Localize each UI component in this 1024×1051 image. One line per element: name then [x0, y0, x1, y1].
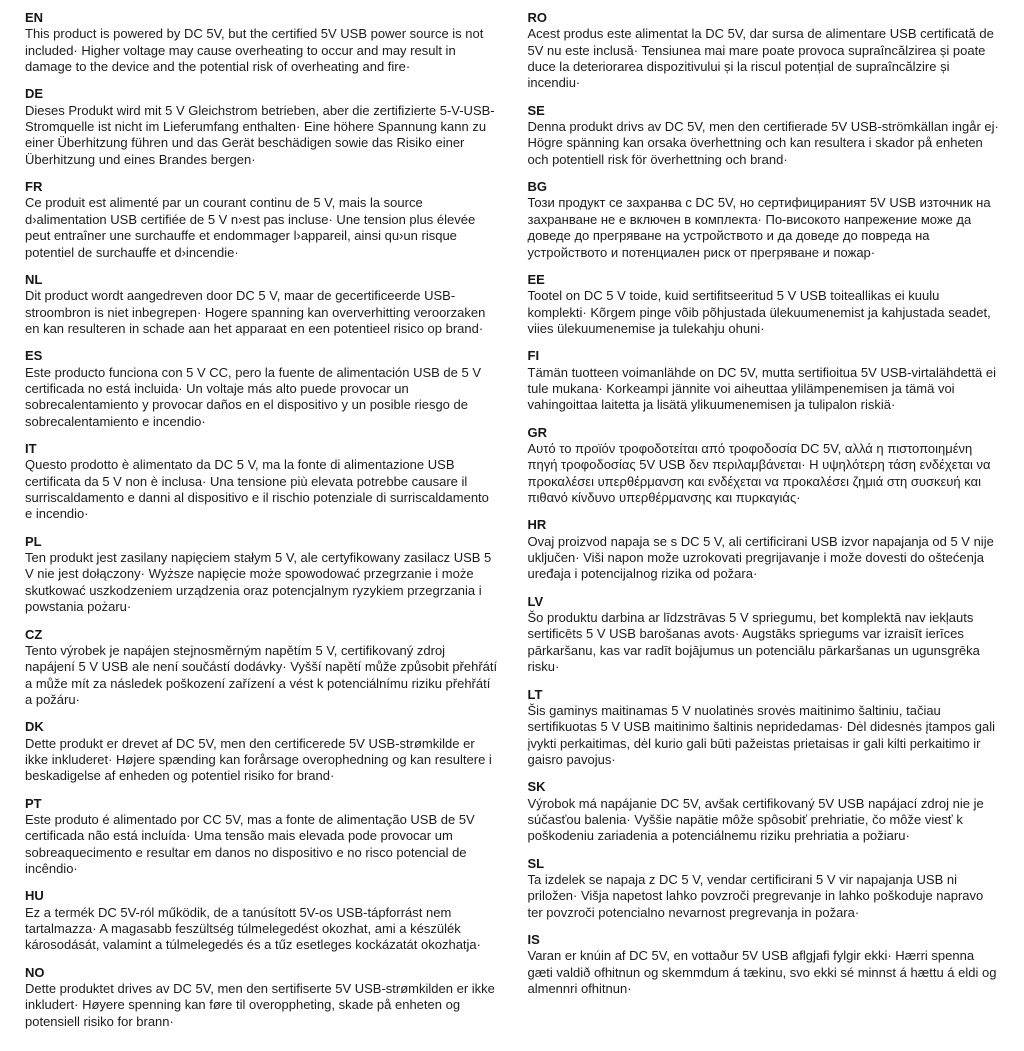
warning-text: Šo produktu darbina ar līdzstrāvas 5 V spriegumu, bet komplektā nav iekļauts sertificēts 5 V USB barošanas avots· Augstāks spriegums var izraisīt ierīces pārkaršanu, kas var radīt bojājumus un potenciālu pārkaršanas un ugunsgrēka risku· — [527, 610, 980, 675]
language-code: IS — [527, 932, 540, 947]
language-code: GR — [527, 424, 547, 440]
lang-section-it — [25, 441, 498, 523]
lang-section-ro — [528, 10, 1001, 92]
lang-section-dk — [25, 719, 498, 784]
language-code: LT — [527, 686, 543, 702]
warning-text: Questo prodotto è alimentato da DC 5 V, ma la fonte di alimentazione USB certificata da 5 V non è inclusa· Una tensione più elevata potrebbe causare il surriscaldamento e danni al dispositivo e il rischio potenziale di surriscaldamento e incendio· — [25, 457, 489, 522]
lang-section-pl — [25, 534, 498, 616]
language-code: ES — [25, 348, 43, 364]
lang-section-is — [528, 932, 1001, 997]
language-code: RO — [527, 10, 547, 25]
warning-text: Tootel on DC 5 V toide, kuid sertifitseeritud 5 V USB toiteallikas ei kuulu komplekti· Kõrgem pinge võib põhjustada ülekuumenemist ja kahjustada seadet, viies ülekuumenemise ja tulekahju ohuni· — [527, 288, 991, 336]
language-code: NO — [25, 964, 45, 980]
lang-section-en — [25, 10, 498, 75]
lang-section-fr — [25, 179, 498, 261]
language-code: HU — [25, 888, 44, 904]
language-code: EN — [25, 10, 44, 25]
language-code: BG — [527, 179, 547, 195]
warning-text: Ten produkt jest zasilany napięciem stałym 5 V, ale certyfikowany zasilacz USB 5 V nie jest dołączony· Wyższe napięcie może spowodować przegrzanie i może skutkować uszkodzeniem urządzenia oraz potencjalnym ryzykiem przegrzania i powstania pożaru· — [25, 550, 492, 615]
lang-section-bg — [528, 179, 1001, 261]
lang-section-lt — [528, 687, 1001, 769]
warning-text: Ce produit est alimenté par un courant continu de 5 V, mais la source d›alimentation USB certifiée de 5 V n›est pas incluse· Une tension plus élevée peut entraîner une surchauffe et endommager l›appareil, ainsi qu›un risque potentiel de surchauffe et d›incendie· — [25, 195, 476, 260]
lang-section-no — [25, 965, 498, 1030]
warning-text: Dette produktet drives av DC 5V, men den sertifiserte 5V USB-strømkilden er ikke inkludert· Høyere spenning kan føre til overoppheting, skade på enheten og potensiell risiko for brann· — [25, 981, 495, 1029]
language-code: SE — [527, 102, 545, 118]
warning-text: Denna produkt drivs av DC 5V, men den certifierade 5V USB-strömkällan ingår ej· Högre spänning kan orsaka överhettning och kan resultera i skador på enheten och potentiell risk för överhettning och brand· — [527, 119, 999, 167]
warning-text: Този продукт се захранва с DC 5V, но сертифицираният 5V USB източник на захранване не е включен в комплекта· По-високото напрежение може да доведе до прегряване на устройството и да доведе до повреда на устройството и потенциален риск от прегряване и пожар· — [527, 195, 991, 260]
warning-text: Ovaj proizvod napaja se s DC 5 V, ali certificirani USB izvor napajanja od 5 V nije uključen· Viši napon može uzrokovati pregrijavanje i može dovesti do oštećenja uređaja i potencijalnog rizika od požara· — [527, 533, 994, 582]
language-code: SL — [527, 855, 545, 871]
language-code: FI — [527, 348, 540, 364]
column-right — [528, 10, 1001, 1041]
language-code: PT — [25, 795, 42, 811]
warning-text: Acest produs este alimentat la DC 5V, dar sursa de alimentare USB certificată de 5V nu este inclusă· Tensiunea mai mare poate provoca supraîncălzirea și poate duce la deteriorarea dispozitivului și la riscul potențial de supraîncălzire și incendiu· — [527, 26, 994, 91]
warning-text: Ta izdelek se napaja z DC 5 V, vendar certificirani 5 V vir napajanja USB ni priložen· Višja napetost lahko povzroči pregrevanje in lahko poškoduje napravo ter povzroči potencialno nevarnost pregrevanja in požara· — [527, 871, 984, 920]
language-code: DE — [25, 86, 44, 102]
language-code: IT — [25, 441, 37, 456]
warning-text: Tento výrobek je napájen stejnosměrným napětím 5 V, certifikovaný zdroj napájení 5 V USB ale není součástí dodávky· Vyšší napětí může způsobit přehřátí a může mít za následek poškození zařízení a vést k potenciálnímu riziku přehřátí a požáru· — [25, 642, 498, 707]
warning-text: Šis gaminys maitinamas 5 V nuolatinės srovės maitinimo šaltiniu, tačiau sertifikuotas 5 V USB maitinimo šaltinis nepridedamas· Dėl didesnės įtampos gali įvykti perkaitimas, dėl kurio gali būti pažeistas prietaisas ir gali kilti perkaitimo ir gaisro pavojus· — [527, 702, 995, 767]
warning-text: This product is powered by DC 5V, but the certified 5V USB power source is not included· Higher voltage may cause overheating to occur and may result in damage to the device and the potential risk of overheating and fire· — [25, 26, 484, 74]
warning-text: Ez a termék DC 5V-ról működik, de a tanúsított 5V-os USB-tápforrást nem tartalmazza· A magasabb feszültség túlmelegedést okozhat, ami a készülék károsodását, valamint a túlmelegedés és a tűz esetleges kockázatát okozhatja· — [25, 904, 481, 953]
lang-section-es — [25, 348, 498, 430]
warning-text: Αυτό το προϊόν τροφοδοτείται από τροφοδοσία DC 5V, αλλά η πιστοποιημένη πηγή τροφοδοσίας 5V USB δεν περιλαμβάνεται· Η υψηλότερη τάση ενδέχεται να προκαλέσει υπερθέρμανση και ενδέχεται να προκαλέσει ζημιά στη συσκευή και πιθανό κίνδυνο υπερθέρμανσης και πυρκαγιάς· — [527, 440, 991, 505]
language-code: LV — [527, 593, 544, 609]
column-left — [25, 10, 498, 1041]
warning-text: Tämän tuotteen voimanlähde on DC 5V, mutta sertifioitua 5V USB-virtalähdettä ei tule mukana· Korkeampi jännite voi aiheuttaa ylilämpenemisen ja tämä voi vahingoittaa laitetta ja lisätä ylikuumenemisen ja tulipalon riskiä· — [527, 364, 996, 413]
lang-section-de — [25, 86, 498, 168]
lang-section-gr — [528, 425, 1001, 507]
lang-section-sl — [528, 856, 1001, 921]
language-code: PL — [25, 533, 42, 549]
language-code: EE — [527, 271, 545, 287]
lang-section-lv — [528, 594, 1001, 676]
language-code: SK — [527, 779, 546, 795]
lang-section-cz — [25, 627, 498, 709]
lang-section-hr — [528, 517, 1001, 582]
warning-text: Varan er knúin af DC 5V, en vottaður 5V USB aflgjafi fylgir ekki· Hærri spenna gæti valdið ofhitnun og skemmdum á tækinu, svo ekki sé minnst á hættu á eldi og almennri ofhitnun· — [527, 948, 997, 996]
warning-text: Dieses Produkt wird mit 5 V Gleichstrom betrieben, aber die zertifizierte 5-V-USB-Stromquelle ist nicht im Lieferumfang enthalten· Eine höhere Spannung kann zu einer Überhitzung führen und das Gerät beschädigen sowie das Risiko einer Überhitzung und eines Brandes bergen· — [25, 102, 495, 167]
language-code: CZ — [25, 626, 43, 642]
warning-text: Este produto é alimentado por CC 5V, mas a fonte de alimentação USB de 5V certificada não está incluída· Uma tensão mais elevada pode provocar um sobreaquecimento e resultar em danos no dispositivo e no risco potencial de incêndio· — [25, 811, 475, 876]
warning-text: Este producto funciona con 5 V CC, pero la fuente de alimentación USB de 5 V certificada no está incluida· Un voltaje más alto puede provocar un sobrecalentamiento y provocar daños en el dispositivo y un posible riesgo de sobrecalentamiento e incendio· — [25, 364, 481, 429]
warning-text: Dette produkt er drevet af DC 5V, men den certificerede 5V USB-strømkilde er ikke inkluderet· Højere spænding kan forårsage overophedning og kan resultere i beskadigelse af enheden og potentiel risiko for brand· — [25, 735, 492, 784]
lang-section-pt — [25, 796, 498, 878]
lang-section-hu — [25, 888, 498, 953]
language-code: HR — [527, 517, 547, 533]
lang-section-nl — [25, 272, 498, 337]
language-code: FR — [25, 179, 43, 195]
language-code: NL — [25, 271, 43, 287]
lang-section-fi — [528, 348, 1001, 413]
lang-section-ee — [528, 272, 1001, 337]
warning-text: Výrobok má napájanie DC 5V, avšak certifikovaný 5V USB napájací zdroj nie je súčasťou balenia· Vyššie napätie môže spôsobiť prehriatie, čo môže viesť k poškodeniu zariadenia a potenciálnemu riziku prehriatia a požiaru· — [527, 795, 984, 844]
lang-section-se — [528, 103, 1001, 168]
language-code: DK — [25, 719, 44, 735]
warning-text: Dit product wordt aangedreven door DC 5 V, maar de gecertificeerde USB-stroombron is niet inbegrepen· Hogere spanning kan oververhitting veroorzaken en kan resulteren in schade aan het apparaat en een potentieel risico op brand· — [25, 288, 486, 336]
lang-section-sk — [528, 779, 1001, 844]
